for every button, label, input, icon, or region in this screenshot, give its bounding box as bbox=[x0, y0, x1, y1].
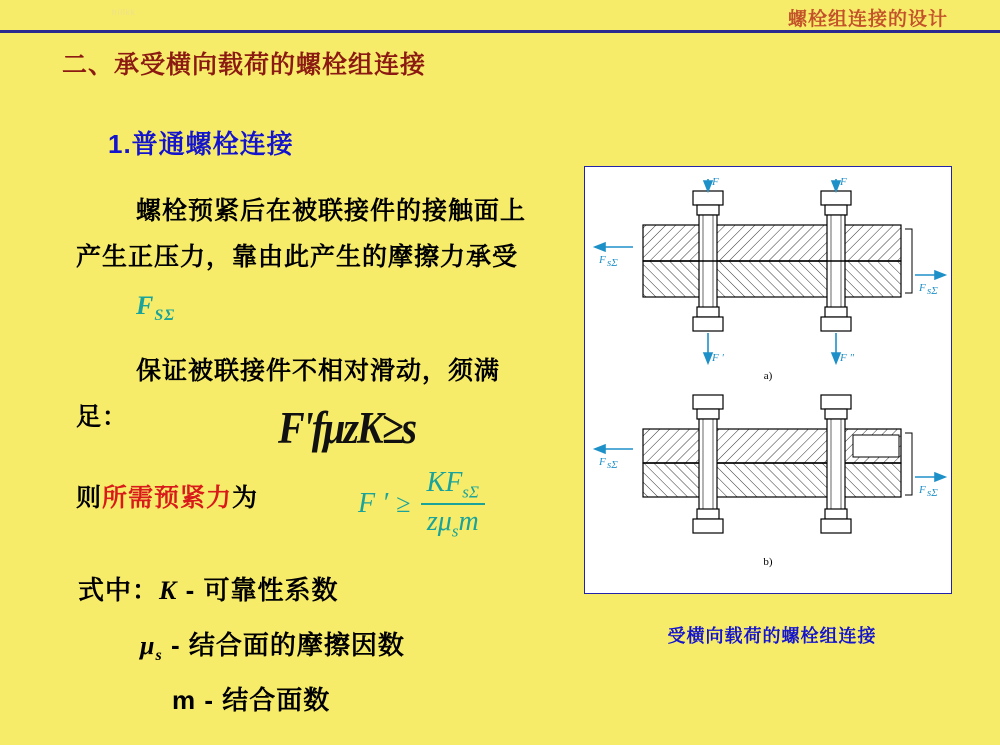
bolt-force-label-a4: F ″ bbox=[840, 352, 855, 364]
formula-denominator bbox=[421, 505, 485, 540]
formula-numerator-main: KF bbox=[426, 467, 463, 498]
formula-denominator-mu: μ bbox=[437, 506, 452, 538]
bolt-force-label-a1: F bbox=[712, 176, 719, 188]
force-symbol-inline bbox=[76, 283, 175, 339]
where-symbol-mu-letter: μ bbox=[140, 631, 156, 660]
handwritten-formula: F'fμzK≥s bbox=[278, 401, 416, 454]
where-line-m bbox=[172, 680, 330, 717]
figure-svg bbox=[585, 167, 951, 593]
force-label-right-b-sub: sΣ bbox=[927, 487, 938, 499]
formula-numerator bbox=[421, 468, 486, 503]
paragraph-one-text: 螺栓预紧后在被联接件的接触面上产生正压力，靠由此产生的摩擦力承受 bbox=[76, 197, 527, 271]
force-label-left-b: F bbox=[599, 456, 606, 468]
figure-bolted-joint bbox=[584, 166, 952, 594]
formula-numerator-sub: sΣ bbox=[462, 482, 480, 502]
required-preload-suffix: 为 bbox=[232, 484, 259, 512]
where-text-k: - 可靠性系数 bbox=[185, 575, 339, 605]
preload-formula bbox=[358, 468, 485, 541]
required-preload-line bbox=[76, 478, 258, 514]
paragraph-two: 保证被联接件不相对滑动，须满足： bbox=[76, 357, 501, 431]
figure-diagram-b bbox=[595, 395, 945, 568]
where-text-m: - 结合面数 bbox=[204, 685, 331, 715]
figure-caption: 受横向载荷的螺栓组连接 bbox=[667, 626, 877, 646]
force-label-left-b-sub: sΣ bbox=[607, 459, 618, 471]
force-label-right-a-sub: sΣ bbox=[927, 285, 938, 297]
required-preload-highlight: 所需预紧力 bbox=[102, 484, 233, 512]
figure-diagram-a bbox=[595, 176, 945, 382]
force-label-right-b: F bbox=[919, 484, 926, 496]
bolt-force-label-a3: F ′ bbox=[712, 352, 724, 364]
where-symbol-m: m bbox=[172, 685, 197, 715]
formula-denominator-m: m bbox=[458, 506, 479, 538]
figure-label-a: a) bbox=[763, 370, 773, 382]
sub-heading: 1.普通螺栓连接 bbox=[108, 129, 294, 159]
section-heading: 二、承受横向载荷的螺栓组连接 bbox=[62, 51, 427, 79]
formula-lhs: F ′ bbox=[358, 488, 389, 520]
force-label-right-a: F bbox=[919, 282, 926, 294]
force-label-left-a: F bbox=[599, 254, 606, 266]
header-title: 螺栓组连接的设计 bbox=[787, 9, 948, 30]
where-line-k bbox=[78, 570, 338, 607]
where-symbol-k: K bbox=[159, 576, 178, 605]
force-label-left-a-sub: sΣ bbox=[607, 257, 618, 269]
where-symbol-mu bbox=[140, 631, 163, 665]
paragraph-one bbox=[76, 188, 546, 336]
bolt-force-label-a2: F bbox=[840, 176, 847, 188]
where-text-mu: - 结合面的摩擦因数 bbox=[170, 630, 405, 660]
figure-label-b: b) bbox=[763, 556, 773, 568]
formula-fraction bbox=[421, 468, 486, 541]
force-symbol-subscript: SΣ bbox=[154, 307, 176, 325]
where-line-mu bbox=[140, 625, 405, 665]
formula-denominator-z: z bbox=[426, 506, 438, 538]
where-symbol-mu-sub: s bbox=[155, 647, 163, 665]
formula-denominator-mu-sub: s bbox=[451, 522, 459, 542]
required-preload-prefix: 则 bbox=[76, 484, 103, 512]
watermark-text: hillkk bbox=[112, 8, 136, 17]
header-divider bbox=[0, 30, 1000, 33]
where-prefix: 式中： bbox=[78, 575, 160, 605]
force-symbol-letter: F bbox=[136, 291, 155, 320]
formula-relation: ≥ bbox=[396, 489, 411, 519]
